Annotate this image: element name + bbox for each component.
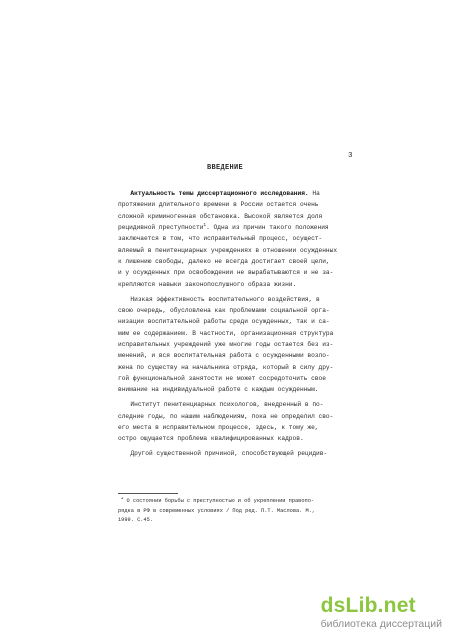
paragraph-2-line: жена по существу на начальника отряда, который в силу дру-	[118, 363, 334, 371]
watermark-subtitle: библиотека диссертаций	[320, 618, 442, 630]
paragraph-3-line: остро ощущается проблема квалифицированных кадров.	[118, 435, 304, 443]
paragraph-4-line	[118, 448, 356, 459]
text-fragment: О состоянии борьбы с преступностью и об укреплении правопо-	[123, 498, 315, 504]
text-fragment: Низкая эффективность воспитательного воздействия, в	[130, 295, 320, 303]
footnote	[118, 497, 356, 526]
paragraph-3-line: следние годы, по нашим наблюдениям, пока не определил сво-	[118, 412, 334, 420]
paragraph-2-line: внимание на индивидуальной работе с каждым осужденным.	[118, 386, 319, 394]
paragraph-2-line: низации воспитательной работы среди осужденных, так и са-	[118, 318, 330, 326]
paragraph-2-line: исправительных учреждений уже многие годы остается без из-	[118, 340, 334, 348]
text-fragment: рецидивной преступности	[118, 224, 204, 232]
text-fragment: Институт пенитенциарных психологов, внедренный в по-	[130, 401, 324, 409]
paragraph-1-line: крепляются навыки законопослушного образа жизни.	[118, 280, 297, 288]
paragraph-2-line: гой функциональной занятости не может сосредоточить свое	[118, 375, 326, 382]
watermark-brand: dsLib.net	[320, 594, 416, 617]
paragraph-1-line	[118, 222, 356, 233]
lead-phrase: Актуальность темы диссертационного исследования.	[130, 190, 309, 197]
body-text	[118, 188, 356, 459]
text-fragment: На	[308, 190, 320, 197]
footnote-divider	[118, 493, 178, 494]
paragraph-2-line: менений, и вся воспитательная работа с осужденными возло-	[118, 352, 330, 360]
footnote-marker: 1	[120, 497, 124, 501]
footnote-reference: 1	[203, 223, 207, 229]
paragraph-1-line	[118, 188, 356, 199]
paragraph-1-line: протяжении длительного времени в России остается очень	[118, 201, 319, 209]
paragraph-1-line: и у осужденных при освобождении не вырабатываются и не за-	[118, 269, 334, 277]
site-watermark	[321, 594, 442, 630]
paragraph-2-line: свою очередь, обусловлена как проблемами социальной орга-	[118, 306, 330, 314]
paragraph-2-line: мим ее содержанием. В частности, организационная структура	[118, 329, 334, 337]
page-number: 3	[348, 152, 353, 160]
text-fragment: . Одна из причин такого положения	[206, 224, 329, 232]
paragraph-2-line	[118, 294, 356, 305]
paragraph-3-line	[118, 399, 356, 410]
paragraph-3-line: его места в исправительном процессе, здесь, к тому же,	[118, 423, 319, 431]
paragraph-1-line: заключается в том, что исправительный процесс, осущест-	[118, 235, 323, 243]
section-heading: ВВЕДЕНИЕ	[206, 164, 243, 172]
paragraph-1-line: сложной криминогенная обстановка. Высокой является доля	[118, 212, 323, 220]
text-fragment: Другой существенной причиной, способствующей рецидив-	[130, 450, 328, 458]
paragraph-1-line: к лишению свободы, далеко не всегда достигает своей цели,	[118, 258, 330, 266]
paragraph-1-line: вляемый в пенитенциарных учреждениях в отношении осужденных	[118, 246, 338, 254]
footnote-line: 1999. С.45.	[118, 517, 153, 524]
footnote-line	[118, 497, 356, 507]
footnote-line: рядка в РФ в современных условиях / Под ред. П.Т. Маслова. М.,	[118, 507, 316, 514]
